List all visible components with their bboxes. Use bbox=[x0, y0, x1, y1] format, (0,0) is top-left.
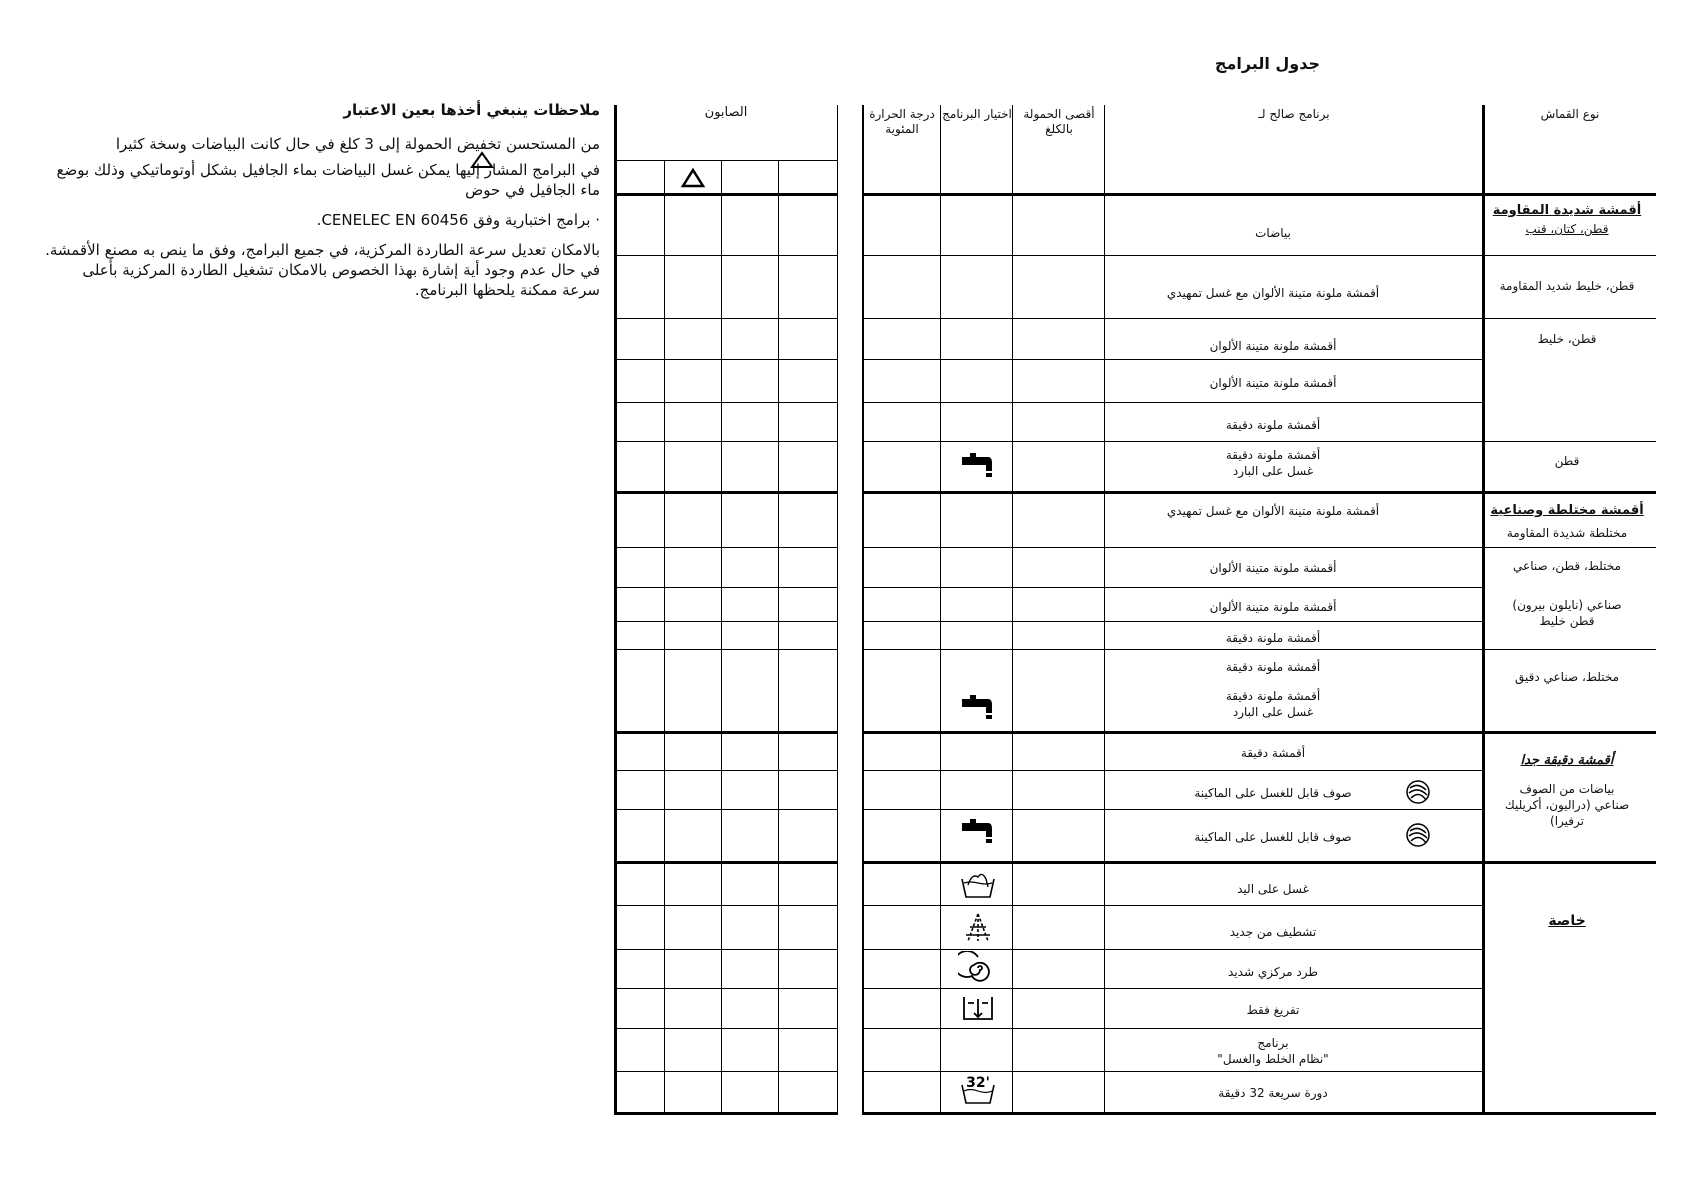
program-cell: أقمشة ملونة دقيقة bbox=[1225, 631, 1321, 645]
notes-section bbox=[40, 100, 600, 306]
wool-icon bbox=[1404, 821, 1432, 849]
fabric-line: قطن خليط bbox=[1539, 614, 1595, 628]
rinse-icon bbox=[958, 911, 998, 945]
program-cell: أقمشة ملونة متينة الألوان bbox=[1209, 376, 1337, 390]
note-line: · برامج اختبارية وفق CENELEC EN 60456. bbox=[316, 211, 600, 229]
detergent-grid bbox=[614, 105, 838, 1115]
program-cell: طرد مركزي شديد bbox=[1228, 965, 1318, 979]
note-line: في البرامج المشار إليها يمكن غسل البياضات بماء الجافيل بشكل أوتوماتيكي وذلك بوضع ماء الجافيل في حوض bbox=[56, 161, 600, 199]
tap-icon bbox=[958, 817, 998, 851]
program-cell: أقمشة ملونة متينة الألوان bbox=[1209, 600, 1337, 614]
hand-wash-icon bbox=[958, 867, 998, 901]
fabric-cell: مختلط، قطن، صناعي bbox=[1513, 559, 1621, 573]
header-program-select: اختيار البرنامج bbox=[942, 107, 1012, 121]
program-line: غسل على البارد bbox=[1232, 705, 1314, 719]
triangle-icon bbox=[470, 150, 494, 170]
fabric-cell: قطن، خليط شديد المقاومة bbox=[1499, 279, 1635, 293]
program-cell bbox=[1108, 1035, 1438, 1067]
detergent-header: الصابون bbox=[704, 105, 748, 120]
header-max-load: أقصى الحمولة بالكلغ bbox=[1023, 107, 1095, 136]
program-cell bbox=[1108, 688, 1438, 720]
program-cell: أقمشة ملونة متينة الألوان مع غسل تمهيدي bbox=[1166, 504, 1380, 518]
fabric-cell: مختلط، صناعي دقيق bbox=[1515, 670, 1619, 684]
notes-heading: ملاحظات ينبغي أخذها بعين الاعتبار bbox=[343, 101, 600, 119]
fabric-line: صناعي (دراليون، أكريليك bbox=[1504, 798, 1630, 812]
program-line: أقمشة ملونة دقيقة bbox=[1225, 689, 1321, 703]
tap-icon bbox=[958, 451, 998, 485]
fabric-cell: قطن، كتان، قنب bbox=[1525, 222, 1609, 236]
program-cell: أقمشة ملونة متينة الألوان مع غسل تمهيدي bbox=[1166, 286, 1380, 300]
program-cell: أقمشة ملونة دقيقة bbox=[1225, 418, 1321, 432]
fabric-group-title: أقمشة شديدة المقاومة bbox=[1492, 203, 1642, 218]
program-cell: تفريغ فقط bbox=[1246, 1003, 1300, 1017]
program-cell bbox=[1108, 447, 1438, 479]
fabric-group-title: أقمشة دقيقة جدا bbox=[1520, 753, 1614, 768]
fabric-group-title: خاصة bbox=[1548, 913, 1586, 929]
header-fabric-type: نوع القماش bbox=[1540, 107, 1600, 121]
program-cell: أقمشة ملونة متينة الألوان bbox=[1209, 339, 1337, 353]
fabric-line: بياضات من الصوف bbox=[1519, 782, 1615, 796]
program-line: برنامج bbox=[1257, 1036, 1289, 1050]
fabric-line: صناعي (نايلون بيرون) bbox=[1512, 598, 1622, 612]
program-cell: تشطيف من جديد bbox=[1229, 925, 1317, 939]
program-line: غسل على البارد bbox=[1232, 464, 1314, 478]
program-line: "نظام الخلط والغسل" bbox=[1217, 1052, 1329, 1066]
program-cell: أقمشة ملونة دقيقة bbox=[1225, 660, 1321, 674]
note-line: من المستحسن تخفيض الحمولة إلى 3 كلغ في حال كانت البياضات وسخة كثيرا bbox=[115, 135, 600, 153]
fabric-cell bbox=[1482, 597, 1652, 629]
program-cell: صوف قابل للغسل على الماكينة bbox=[1194, 830, 1352, 844]
page-title: جدول البرامج bbox=[1214, 54, 1320, 73]
bleach-triangle-icon bbox=[680, 167, 706, 189]
program-cell: أقمشة ملونة متينة الألوان bbox=[1209, 561, 1337, 575]
program-cell: أقمشة دقيقة bbox=[1240, 746, 1306, 760]
tap-icon bbox=[958, 693, 998, 727]
program-cell: غسل على اليد bbox=[1237, 882, 1309, 896]
note-line: بالامكان تعديل سرعة الطاردة المركزية، في جميع البرامج، وفق ما ينص به مصنع الأقمشة. bbox=[45, 241, 600, 259]
quick-32-label: 32' bbox=[966, 1075, 990, 1091]
fabric-cell: قطن، خليط bbox=[1537, 332, 1597, 346]
program-cell: بياضات bbox=[1255, 226, 1291, 240]
program-table bbox=[862, 105, 1656, 1115]
program-line: أقمشة ملونة دقيقة bbox=[1225, 448, 1321, 462]
header-temperature: درجة الحرارة المئوية bbox=[869, 107, 935, 136]
program-cell: صوف قابل للغسل على الماكينة bbox=[1194, 786, 1352, 800]
quick-32-icon bbox=[958, 1073, 998, 1107]
header-program-for: برنامج صالح لـ bbox=[1258, 107, 1330, 121]
fabric-line: ترفيرا) bbox=[1550, 814, 1584, 828]
fabric-cell: قطن bbox=[1554, 454, 1580, 468]
note-line: في حال عدم وجود أية إشارة بهذا الخصوص بالامكان تشغيل الطاردة المركزية بأعلى سرعة ممكنة يلحظها البرنامج. bbox=[82, 261, 600, 299]
spin-icon bbox=[958, 951, 998, 985]
fabric-cell bbox=[1482, 781, 1652, 829]
drain-icon bbox=[958, 991, 998, 1025]
program-cell: دورة سريعة 32 دقيقة bbox=[1218, 1086, 1328, 1100]
wool-icon bbox=[1404, 778, 1432, 806]
fabric-cell: مختلطة شديدة المقاومة bbox=[1506, 526, 1628, 540]
fabric-group-title: أقمشة مختلطة وصناعية bbox=[1490, 503, 1644, 518]
